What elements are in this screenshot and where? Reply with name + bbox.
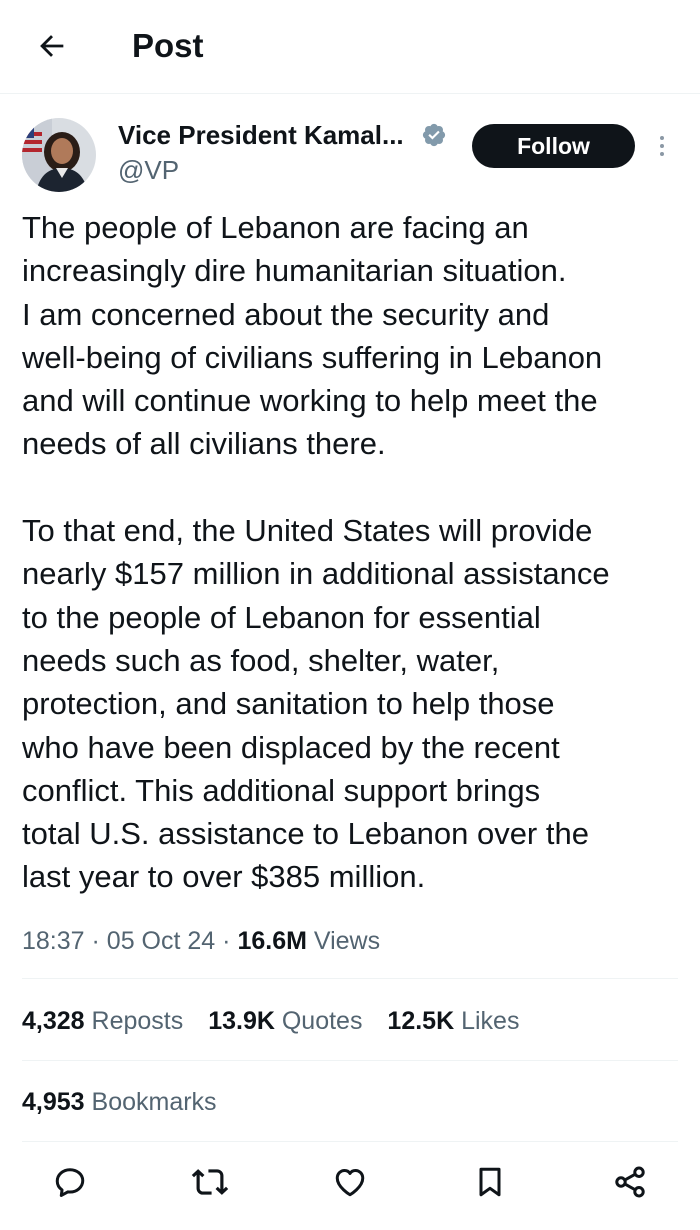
- engagement-stats: [22, 1004, 537, 1038]
- share-button[interactable]: [608, 1160, 652, 1204]
- top-bar: [0, 0, 700, 94]
- post-time[interactable]: 18:37: [22, 927, 85, 955]
- arrow-left-icon: [35, 29, 69, 63]
- likes-count: 12.5K: [387, 1007, 455, 1035]
- quotes-count: 13.9K: [208, 1007, 275, 1035]
- reposts-label: Reposts: [91, 1007, 184, 1035]
- share-icon: [612, 1164, 648, 1200]
- post-text: [22, 206, 692, 899]
- bookmark-button[interactable]: [468, 1160, 512, 1204]
- likes-label: Likes: [461, 1007, 520, 1035]
- views-label: Views: [313, 927, 381, 955]
- action-bar: [0, 1160, 700, 1204]
- more-vertical-icon: [660, 136, 664, 140]
- views-count: 16.6M: [237, 927, 307, 955]
- post-paragraph: To that end, the United States will provide nearly $157 million in additional assistance to the people of Lebanon for essential needs such as food, shelter, water, protection, and sanitation to help those who have been displaced by the recent conflict. This additional support brings total U.S. assistance to Lebanon over the last year to over $385 million.: [22, 513, 610, 895]
- more-options-button[interactable]: [648, 128, 676, 164]
- post-meta: [22, 924, 380, 958]
- avatar-image: [22, 118, 96, 192]
- heart-icon: [332, 1164, 368, 1200]
- reply-button[interactable]: [48, 1160, 92, 1204]
- repost-icon: [191, 1163, 229, 1201]
- like-button[interactable]: [328, 1160, 372, 1204]
- repost-button[interactable]: [188, 1160, 232, 1204]
- follow-button[interactable]: Follow: [472, 124, 635, 168]
- reposts-count: 4,328: [22, 1007, 85, 1035]
- divider: [22, 978, 678, 979]
- author-name[interactable]: Vice President Kamal...: [118, 120, 404, 150]
- page-title: Post: [132, 27, 204, 64]
- author-handle[interactable]: @VP: [118, 155, 180, 185]
- quotes-stat[interactable]: [208, 1007, 369, 1035]
- reposts-stat[interactable]: [22, 1007, 190, 1035]
- likes-stat[interactable]: [387, 1007, 519, 1035]
- quotes-label: Quotes: [281, 1007, 363, 1035]
- bookmarks-count: 4,953: [22, 1088, 85, 1116]
- meta-separator: ·: [222, 927, 231, 955]
- bookmarks-stat[interactable]: [22, 1085, 235, 1119]
- avatar[interactable]: [22, 118, 96, 192]
- divider: [22, 1060, 678, 1061]
- post-paragraph: The people of Lebanon are facing an increasingly dire humanitarian situation. I am concerned about the security and well-being of civilians suffering in Lebanon and will continue working to help meet the needs of all civilians there.: [22, 210, 603, 462]
- verified-badge-icon: [421, 122, 447, 148]
- divider: [22, 1141, 678, 1142]
- bookmarks-label: Bookmarks: [91, 1088, 217, 1116]
- back-button[interactable]: [28, 22, 76, 70]
- bookmark-icon: [472, 1164, 508, 1200]
- post-date[interactable]: 05 Oct 24: [106, 927, 216, 955]
- reply-icon: [52, 1164, 88, 1200]
- meta-separator: ·: [91, 927, 100, 955]
